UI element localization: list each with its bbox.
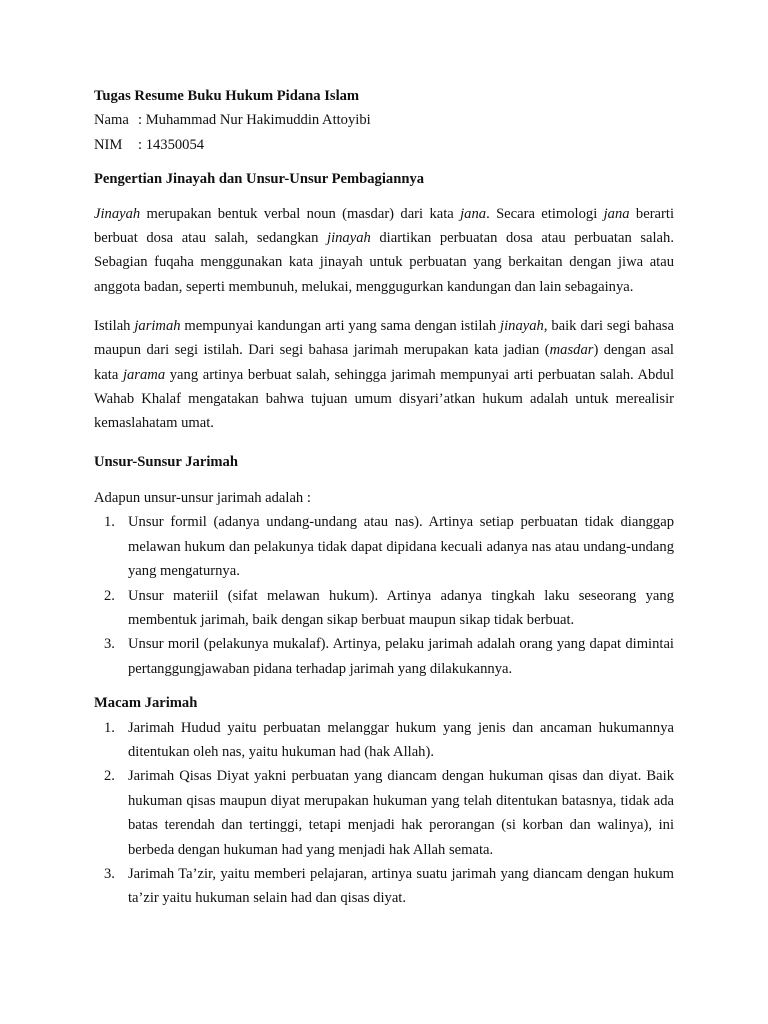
list-item-text: Jarimah Qisas Diyat yakni perbuatan yang diancam dengan hukuman qisas dan diyat. Baik hukuman qisas maupun diyat merupakan hukuman yang telah ditentukan batasnya, tidak ada batas terendah dan tertinggi, tetapi menjadi hak perorangan (si korban dan walinya), ini berbeda dengan hukuman had yang menjadi hak Allah semata. — [128, 768, 674, 858]
text-span: . Secara etimologi — [486, 205, 604, 222]
nim-label: NIM — [94, 136, 123, 153]
list-item-text: Jarimah Hudud yaitu perbuatan melanggar hukum yang jenis dan ancaman hukumannya ditentukan oleh nas, yaitu hukuman had (hak Allah). — [128, 719, 674, 760]
section-heading-pengertian: Pengertian Jinayah dan Unsur-Unsur Pembagiannya — [94, 171, 425, 188]
list-item-text: Unsur moril (pelakunya mukalaf). Artinya, pelaku jarimah adalah orang yang dapat dimintai pertanggungjawaban pidana terhadap jarimah yang dilakukannya. — [128, 636, 674, 677]
name-row — [94, 108, 674, 132]
list-item — [94, 716, 674, 765]
name-value: : Muhammad Nur Hakimuddin Attoyibi — [138, 112, 371, 129]
text-span: diartikan perbuatan dosa atau perbuatan salah. Sebagian fuqaha menggunakan kata jinayah untuk perbuatan yang berkaitan dengan jiwa atau anggota badan, seperti membunuh, melukai, menggugurkan kandungan dan lain sebagainya. — [94, 230, 674, 295]
text-span: , baik dari segi bahasa maupun dari segi istilah. Dari segi bahasa jarimah merupakan kata jadian ( — [94, 317, 674, 359]
text-span: merupakan bentuk verbal noun (masdar) dari kata — [140, 205, 461, 222]
text-span: berarti berbuat dosa atau salah, sedangkan — [94, 205, 674, 247]
list-item-text: Unsur formil (adanya undang-undang atau nas). Artinya setiap perbuatan tidak dianggap melawan hukum dan pelakunya tidak dapat dipidana kecuali adanya nas atau undang-undang yang mengaturnya. — [128, 514, 674, 580]
nim-row — [94, 133, 674, 157]
text-span: mempunyai kandungan arti yang sama dengan istilah — [180, 317, 501, 334]
term-masdar: masdar — [549, 342, 594, 359]
list-item-text: Jarimah Ta’zir, yaitu memberi pelajaran, artinya suatu jarimah yang diancam dengan hukum ta’zir yaitu hukuman selain had dan qisas diyat. — [128, 865, 674, 907]
name-label: Nama — [94, 112, 129, 129]
nim-value: : 14350054 — [138, 136, 205, 153]
list-item — [94, 632, 674, 681]
list-number: 2. — [104, 587, 115, 604]
document-title: Tugas Resume Buku Hukum Pidana Islam — [94, 88, 360, 104]
list-number: 3. — [104, 865, 115, 882]
term-jarama: jarama — [122, 366, 166, 383]
list-item — [94, 764, 674, 862]
macam-list — [94, 716, 674, 911]
text-span: ) dengan asal kata — [94, 342, 674, 383]
term-jarimah: jarimah — [134, 317, 181, 334]
term-jinayah: Jinayah — [94, 205, 141, 222]
unsur-intro: Adapun unsur-unsur jarimah adalah : — [94, 489, 311, 506]
section-heading-macam: Macam Jarimah — [94, 695, 198, 712]
term-jinayah: jinayah — [327, 230, 371, 247]
list-number: 2. — [104, 768, 115, 785]
list-item — [94, 510, 674, 583]
paragraph-jinayah — [94, 202, 674, 300]
text-span: Istilah — [94, 317, 135, 334]
text-span: yang artinya berbuat salah, sehingga jarimah mempunyai arti perbuatan salah. Abdul Wahab Khalaf mengatakan bahwa tujuan umum disyari’atkan hukum adalah untuk merealisir kemaslahatam umat. — [94, 366, 674, 432]
unsur-list — [94, 510, 674, 681]
term-jana: jana — [460, 205, 487, 222]
list-item — [94, 584, 674, 633]
list-item — [94, 862, 674, 911]
list-item-text: Unsur materiil (sifat melawan hukum). Artinya adanya tingkah laku seseorang yang membentuk jarimah, baik dengan sikap berbuat maupun sikap tidak berbuat. — [128, 587, 674, 628]
list-number: 3. — [104, 636, 115, 653]
list-number: 1. — [104, 719, 115, 736]
term-jana: jana — [603, 205, 630, 222]
document-page — [94, 84, 674, 911]
section-heading-unsur: Unsur-Sunsur Jarimah — [94, 454, 238, 471]
paragraph-jarimah — [94, 314, 674, 436]
term-jinayah: jinayah — [500, 317, 544, 334]
list-number: 1. — [104, 514, 115, 531]
